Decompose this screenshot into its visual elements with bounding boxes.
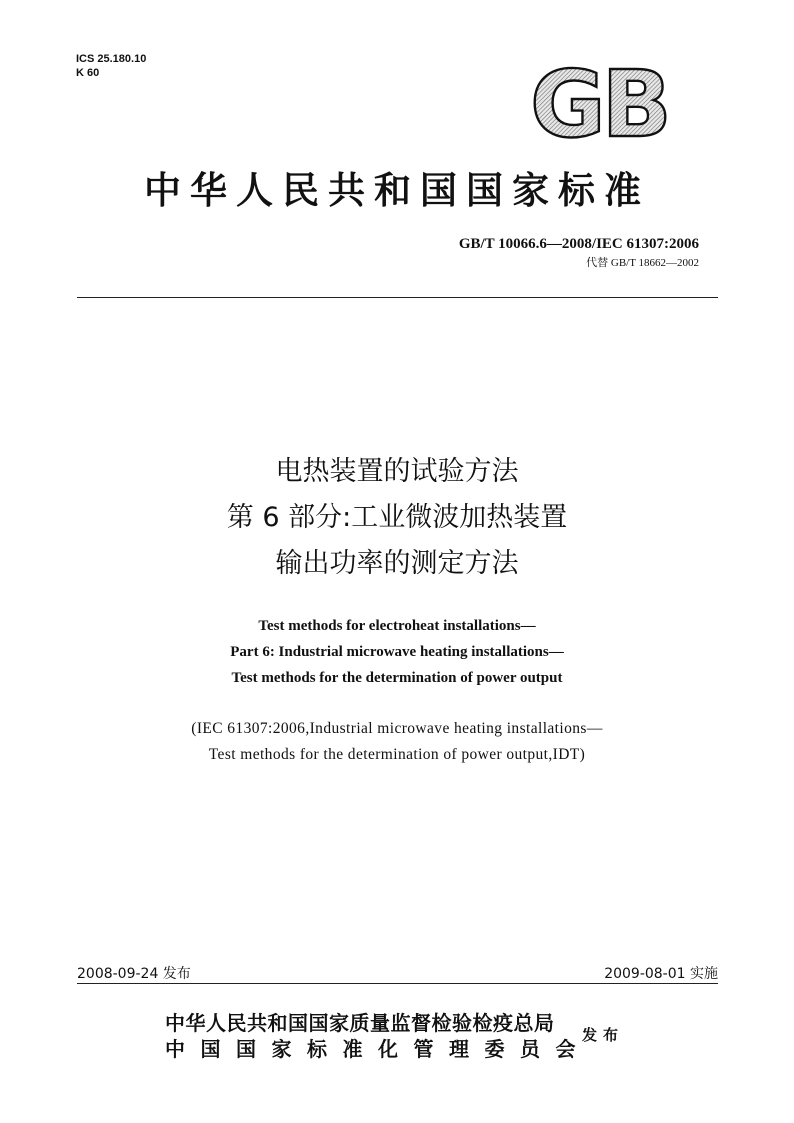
issuing-organizations	[165, 1010, 591, 1062]
chinese-title-line-3: 输出功率的测定方法	[275, 548, 519, 579]
english-title-line-3: Test methods for the determination of power output	[231, 670, 563, 686]
publish-label: 发布	[582, 1026, 625, 1044]
ccs-code: K 60	[76, 67, 100, 79]
top-divider	[77, 297, 718, 298]
standard-number-block	[459, 236, 699, 270]
equivalence-line-2: Test methods for the determination of power output,IDT)	[208, 746, 586, 763]
issuer-aqsiq: 中华人民共和国国家质量监督检验检疫总局	[165, 1011, 555, 1035]
issuer-sac: 中国国家标准化管理委员会	[165, 1037, 591, 1061]
bottom-divider	[77, 983, 718, 984]
ics-code: ICS 25.180.10	[76, 53, 147, 65]
standard-title: 中华人民共和国国家标准	[144, 169, 650, 212]
english-title-line-1: Test methods for electroheat installations—	[258, 618, 536, 634]
chinese-title-line-2: 第 6 部分:工业微波加热装置	[226, 502, 568, 533]
gb-logo-icon	[519, 62, 679, 144]
replaces-standard: 代替 GB/T 18662—2002	[586, 257, 699, 269]
gb-logo-text: GB	[530, 62, 668, 144]
english-title	[0, 613, 794, 691]
issue-date: 2008-09-24 发布	[77, 966, 191, 982]
chinese-title	[0, 449, 794, 587]
equivalence-note	[0, 716, 794, 768]
english-title-line-2: Part 6: Industrial microwave heating installations—	[230, 644, 564, 660]
implementation-date: 2009-08-01 实施	[604, 966, 718, 982]
chinese-title-line-1: 电热装置的试验方法	[275, 456, 519, 487]
equivalence-line-1: (IEC 61307:2006,Industrial microwave heating installations—	[191, 720, 603, 737]
classification-codes	[76, 52, 146, 80]
standard-number: GB/T 10066.6—2008/IEC 61307:2006	[458, 236, 699, 252]
